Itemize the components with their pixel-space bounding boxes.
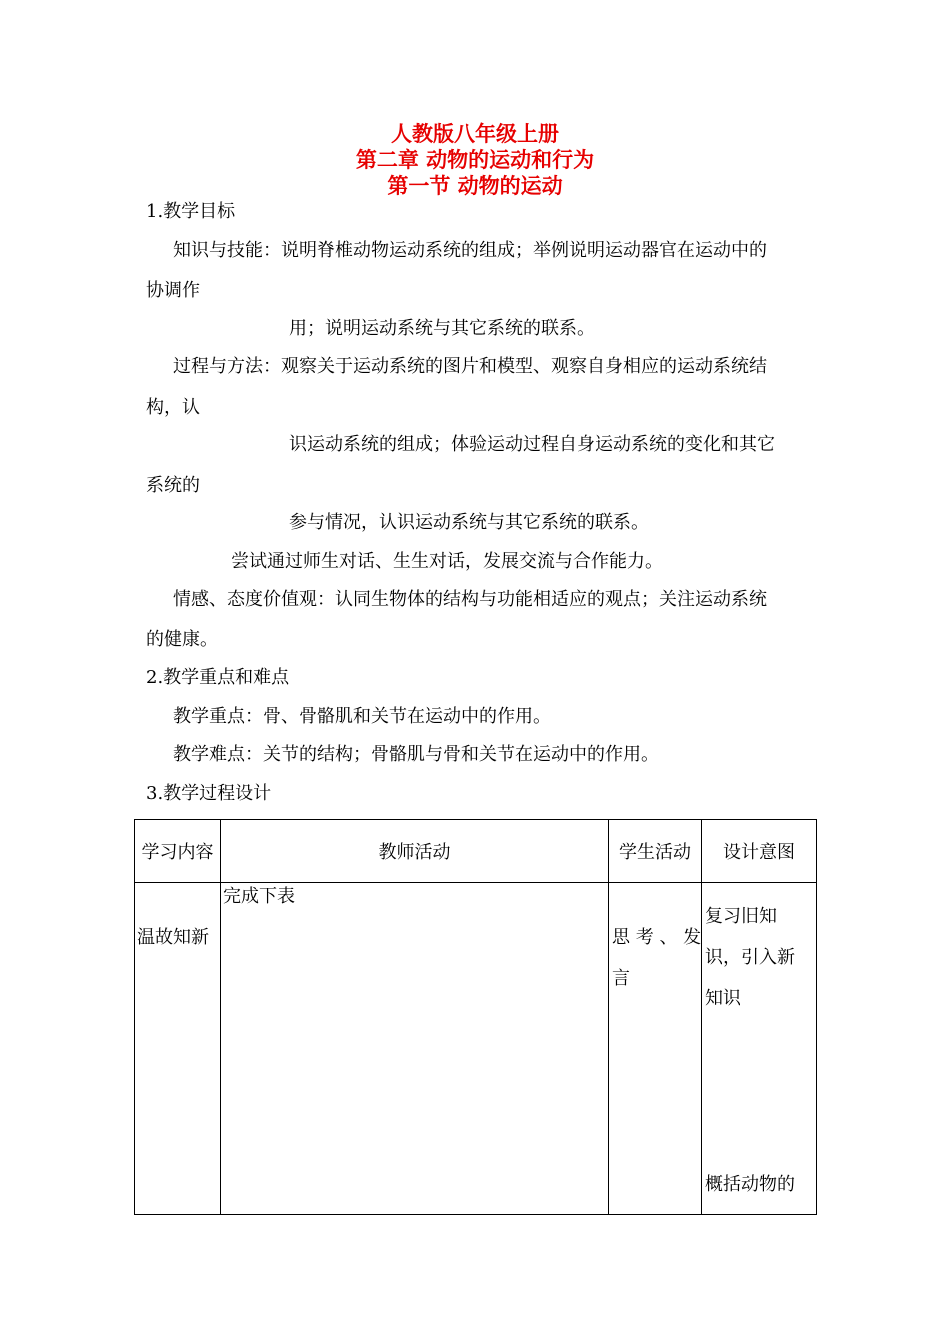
table-row (135, 883, 817, 1215)
objective-process-line3: 识运动系统的组成；体验运动过程自身运动系统的变化和其它 (289, 434, 775, 455)
objective-process-line4: 系统的 (146, 475, 200, 496)
cell-student (609, 883, 702, 1215)
intent-line4: 概括动物的 (705, 1174, 795, 1195)
header-intent: 设计意图 (702, 820, 817, 883)
objective-process-line1: 过程与方法：观察关于运动系统的图片和模型、观察自身相应的运动系统结 (173, 356, 767, 377)
objective-emotion-line1: 情感、态度价值观：认同生物体的结构与功能相适应的观点；关注运动系统 (173, 589, 767, 610)
section-title: 第一节 动物的运动 (387, 174, 563, 198)
objective-knowledge-line1: 知识与技能：说明脊椎动物运动系统的组成；举例说明运动器官在运动中的 (173, 240, 767, 261)
intent-line1: 复习旧知 (705, 906, 777, 927)
difficult-point: 教学难点：关节的结构；骨骼肌与骨和关节在运动中的作用。 (173, 744, 659, 765)
heading-key-points: 2.教学重点和难点 (146, 667, 290, 688)
heading-process-design: 3.教学过程设计 (146, 783, 272, 804)
intent-line2: 识，引入新 (705, 947, 795, 968)
objective-knowledge-line3: 用；说明运动系统与其它系统的联系。 (289, 318, 595, 339)
student-activity-line1: 思 考 、 发 (612, 927, 702, 948)
intent-line3: 知识 (705, 988, 741, 1009)
header-student: 学生活动 (609, 820, 702, 883)
cell-intent (702, 883, 817, 1215)
chapter-title: 第二章 动物的运动和行为 (355, 148, 595, 172)
objective-process-line6: 尝试通过师生对话、生生对话，发展交流与合作能力。 (231, 551, 663, 572)
table-header-row (135, 820, 817, 883)
objective-process-line2: 构，认 (146, 397, 200, 418)
teaching-process-table (134, 819, 817, 1215)
header-content: 学习内容 (135, 820, 221, 883)
header-teacher: 教师活动 (221, 820, 609, 883)
cell-teacher (221, 883, 609, 1215)
student-activity-line2: 言 (612, 968, 630, 989)
objective-emotion-line2: 的健康。 (146, 629, 218, 650)
cell-content (135, 883, 221, 1215)
objective-process-line5: 参与情况，认识运动系统与其它系统的联系。 (289, 512, 649, 533)
teacher-activity: 完成下表 (223, 886, 295, 907)
content-label: 温故知新 (137, 927, 209, 948)
objective-knowledge-line2: 协调作 (146, 280, 200, 301)
key-point: 教学重点：骨、骨骼肌和关节在运动中的作用。 (173, 706, 551, 727)
heading-objectives: 1.教学目标 (146, 201, 236, 222)
book-title: 人教版八年级上册 (391, 122, 559, 146)
